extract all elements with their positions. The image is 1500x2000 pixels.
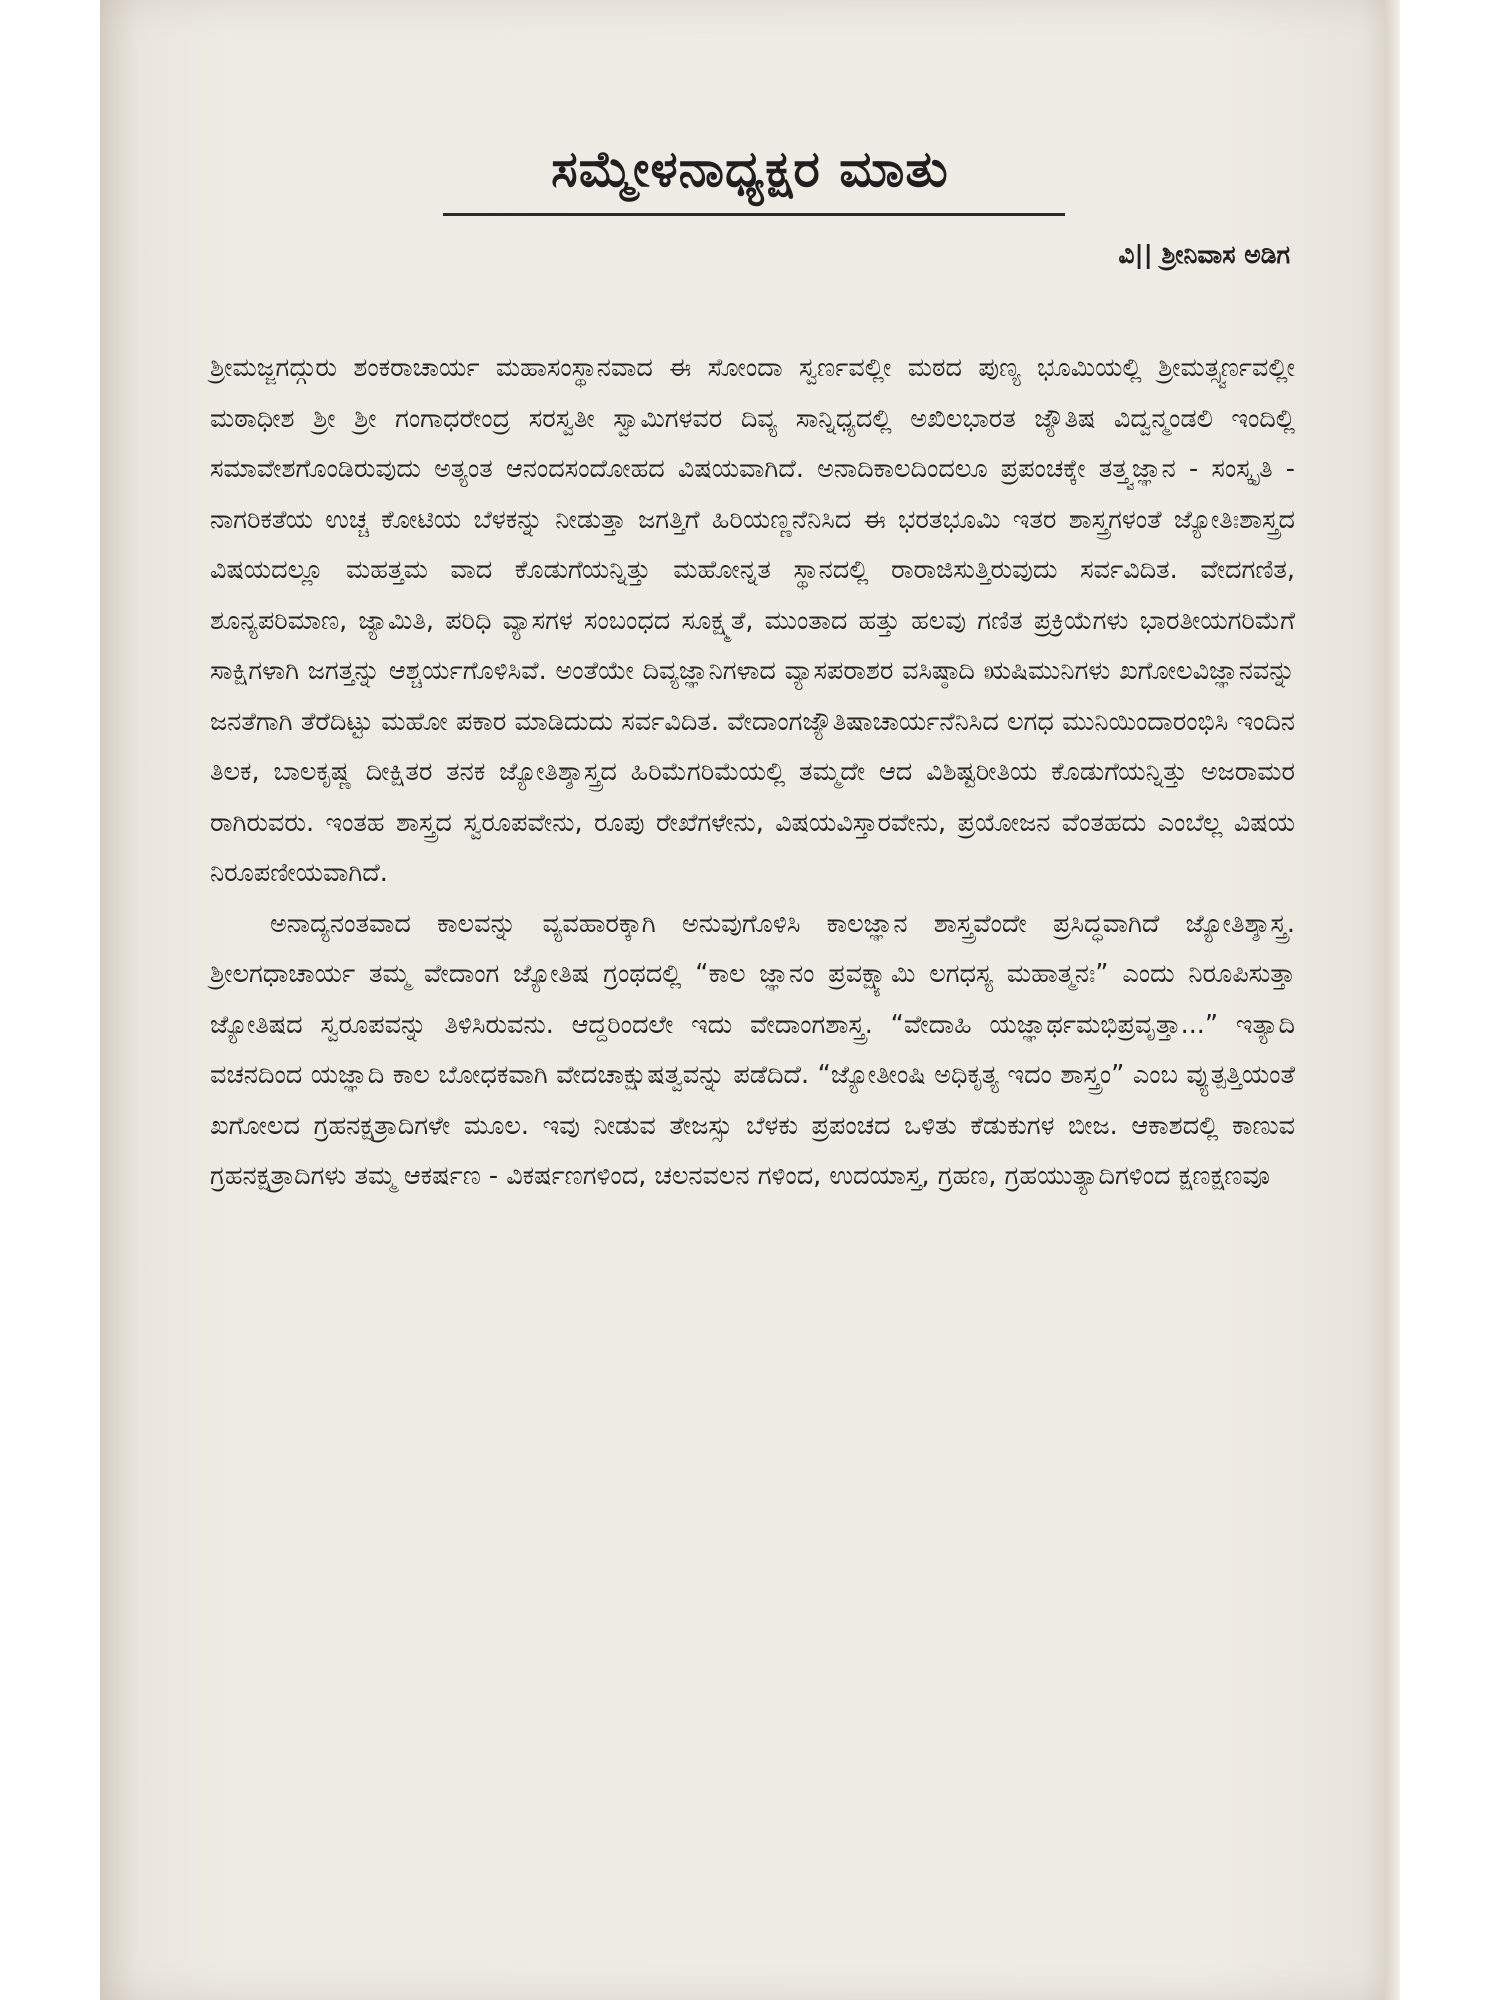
paragraph-2: ಅನಾದ್ಯನಂತವಾದ ಕಾಲವನ್ನು ವ್ಯವಹಾರಕ್ಕಾಗಿ ಅನುವುಗೊಳಿಸಿ ಕಾಲಜ್ಞಾನ ಶಾಸ್ತ್ರವೆಂದೇ ಪ್ರಸಿದ್ಧವಾಗಿದೆ ಜ್ಯೋತಿಶ್ಶಾಸ್ತ್ರ. ಶ್ರೀಲಗಧಾಚಾರ್ಯ ತಮ್ಮ ವೇದಾಂಗ ಜ್ಯೋತಿಷ ಗ್ರಂಥದಲ್ಲಿ “ಕಾಲ ಜ್ಞಾನಂ ಪ್ರವಕ್ಷ್ಯಾಮಿ ಲಗಧಸ್ಯ ಮಹಾತ್ಮನಃ” ಎಂದು ನಿರೂಪಿಸುತ್ತಾ ಜ್ಯೋತಿಷದ ಸ್ವರೂಪವನ್ನು ತಿಳಿಸಿರುವನು. ಆದ್ದರಿಂದಲೇ ಇದು ವೇದಾಂಗಶಾಸ್ತ್ರ. “ವೇದಾಹಿ ಯಜ್ಞಾರ್ಥಮಭಿಪ್ರವೃತ್ತಾ...” ಇತ್ಯಾದಿ ವಚನದಿಂದ ಯಜ್ಞಾದಿ ಕಾಲ ಬೋಧಕವಾಗಿ ವೇದಚಾಕ್ಷುಷತ್ವವನ್ನು ಪಡೆದಿದೆ. “ಜ್ಯೋತೀಂಷಿ ಅಧಿಕೃತ್ಯ ಇದಂ ಶಾಸ್ತ್ರಂ” ಎಂಬ ವ್ಯುತ್ಪತ್ತಿಯಂತೆ ಖಗೋಲದ ಗ್ರಹನಕ್ಷತ್ರಾದಿಗಳೇ ಮೂಲ. ಇವು ನೀಡುವ ತೇಜಸ್ಸು ಬೆಳಕು ಪ್ರಪಂಚದ ಒಳಿತು ಕೆಡುಕುಗಳ ಬೀಜ. ಆಕಾಶದಲ್ಲಿ ಕಾಣುವ ಗ್ರಹನಕ್ಷತ್ರಾದಿಗಳು ತಮ್ಮ ಆಕರ್ಷಣ - ವಿಕರ್ಷಣಗಳಿಂದ, ಚಲನವಲನ ಗಳಿಂದ, ಉದಯಾಸ್ತ, ಗ್ರಹಣ, ಗ್ರಹಯುತ್ಯಾದಿಗಳಿಂದ ಕ್ಷಣಕ್ಷಣವೂ xyxy=(210,908,1295,1191)
title-underline xyxy=(443,213,1065,216)
page-edge-shadow xyxy=(1385,0,1400,2000)
page-title: ಸಮ್ಮೇಳನಾಧ್ಯಕ್ಷರ ಮಾತು xyxy=(551,140,949,198)
body-text xyxy=(210,343,1295,1202)
author-byline: ವಿ|| ಶ್ರೀನಿವಾಸ ಅಡಿಗ xyxy=(1118,240,1290,269)
paragraph-1: ಶ್ರೀಮಜ್ಜಗದ್ಗುರು ಶಂಕರಾಚಾರ್ಯ ಮಹಾಸಂಸ್ಥಾನವಾದ ಈ ಸೋಂದಾ ಸ್ವರ್ಣವಲ್ಲೀ ಮಠದ ಪುಣ್ಯ ಭೂಮಿಯಲ್ಲಿ ಶ್ರೀಮತ್ಸ್ವರ್ಣವಲ್ಲೀ ಮಠಾಧೀಶ ಶ್ರೀ ಶ್ರೀ ಗಂಗಾಧರೇಂದ್ರ ಸರಸ್ವತೀ ಸ್ವಾಮಿಗಳವರ ದಿವ್ಯ ಸಾನ್ನಿಧ್ಯದಲ್ಲಿ ಅಖಿಲಭಾರತ ಜ್ಯೌತಿಷ ವಿದ್ವನ್ಮಂಡಲಿ ಇಂದಿಲ್ಲಿ ಸಮಾವೇಶಗೊಂಡಿರುವುದು ಅತ್ಯಂತ ಆನಂದಸಂದೋಹದ ವಿಷಯವಾಗಿದೆ. ಅನಾದಿಕಾಲದಿಂದಲೂ ಪ್ರಪಂಚಕ್ಕೇ ತತ್ತ್ವಜ್ಞಾನ - ಸಂಸ್ಕೃತಿ - ನಾಗರಿಕತೆಯ ಉಚ್ಚ ಕೋಟಿಯ ಬೆಳಕನ್ನು ನೀಡುತ್ತಾ ಜಗತ್ತಿಗೆ ಹಿರಿಯಣ್ಣನೆನಿಸಿದ ಈ ಭರತಭೂಮಿ ಇತರ ಶಾಸ್ತ್ರಗಳಂತೆ ಜ್ಯೋತಿಃಶಾಸ್ತ್ರದ ವಿಷಯದಲ್ಲೂ ಮಹತ್ತಮ ವಾದ ಕೊಡುಗೆಯನ್ನಿತ್ತು ಮಹೋನ್ನತ ಸ್ಥಾನದಲ್ಲಿ ರಾರಾಜಿಸುತ್ತಿರುವುದು ಸರ್ವವಿದಿತ. ವೇದಗಣಿತ, ಶೂನ್ಯಪರಿಮಾಣ, ಜ್ಯಾಮಿತಿ, ಪರಿಧಿ ವ್ಯಾಸಗಳ ಸಂಬಂಧದ ಸೂಕ್ಷ್ಮತೆ, ಮುಂತಾದ ಹತ್ತು ಹಲವು ಗಣಿತ ಪ್ರಕ್ರಿಯೆಗಳು ಭಾರತೀಯಗರಿಮೆಗೆ ಸಾಕ್ಷಿಗಳಾಗಿ ಜಗತ್ತನ್ನು ಆಶ್ಚರ್ಯಗೊಳಿಸಿವೆ. ಅಂತೆಯೇ ದಿವ್ಯಜ್ಞಾನಿಗಳಾದ ವ್ಯಾಸಪರಾಶರ ವಸಿಷ್ಠಾದಿ ಋಷಿಮುನಿಗಳು ಖಗೋಲವಿಜ್ಞಾನವನ್ನು ಜನತೆಗಾಗಿ ತೆರೆದಿಟ್ಟು ಮಹೋ ಪಕಾರ ಮಾಡಿದುದು ಸರ್ವವಿದಿತ. ವೇದಾಂಗಜ್ಯೌತಿಷಾಚಾರ್ಯನೆನಿಸಿದ ಲಗಧ ಮುನಿಯಿಂದಾರಂಭಿಸಿ ಇಂದಿನ ತಿಲಕ, ಬಾಲಕೃಷ್ಣ ದೀಕ್ಷಿತರ ತನಕ ಜ್ಯೋತಿಶ್ಶಾಸ್ತ್ರದ ಹಿರಿಮೆಗರಿಮೆಯಲ್ಲಿ ತಮ್ಮದೇ ಆದ ವಿಶಿಷ್ಟರೀತಿಯ ಕೊಡುಗೆಯನ್ನಿತ್ತು ಅಜರಾಮರ ರಾಗಿರುವರು. ಇಂತಹ ಶಾಸ್ತ್ರದ ಸ್ವರೂಪವೇನು, ರೂಪು ರೇಖೆಗಳೇನು, ವಿಷಯವಿಸ್ತಾರವೇನು, ಪ್ರಯೋಜನ ವೆಂತಹದು ಎಂಬೆಲ್ಲ ವಿಷಯ ನಿರೂಪಣೀಯವಾಗಿದೆ. xyxy=(210,353,1295,888)
